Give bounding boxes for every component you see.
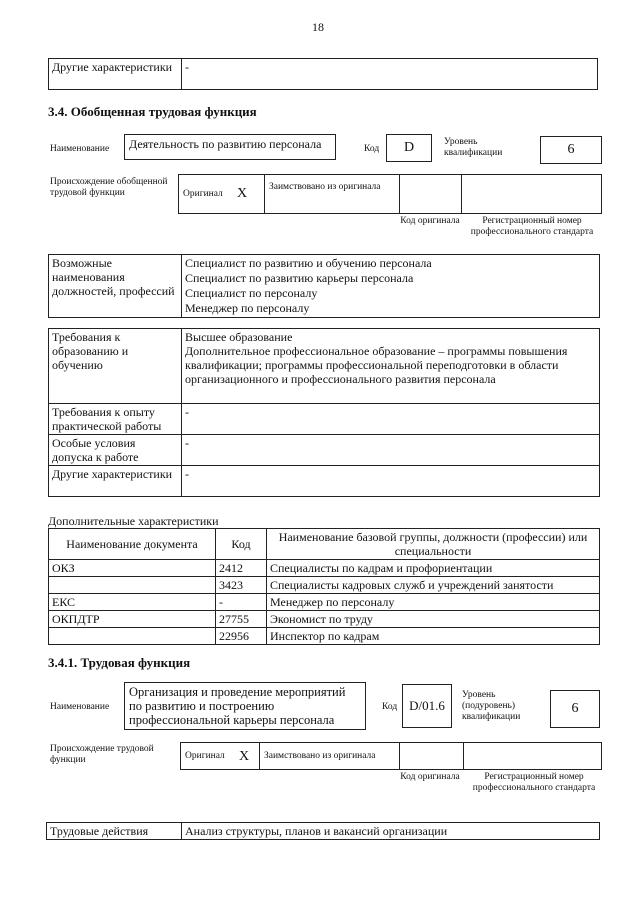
education-label: Требования к образованию и обучению [49, 329, 182, 404]
row-name: Экономист по труду [267, 611, 600, 628]
original-mark: X [239, 749, 250, 764]
section-title: 3.4. Обобщенная трудовая функция [48, 104, 257, 119]
labor-function-code-box: D/01.6 [402, 684, 452, 728]
other-characteristics-label: Другие характеристики [49, 59, 182, 90]
code-label: Код [364, 144, 380, 154]
subsection-title: 3.4.1. Трудовая функция [48, 655, 191, 670]
labor-function-name-box: Организация и проведение мероприятий по развитию и построению профессиональной карьеры персонала [124, 682, 366, 730]
row-document: ОКЗ [49, 560, 216, 577]
reg-number-caption: Регистрационный номер профессионального стандарта [472, 772, 596, 793]
row-code: 27755 [216, 611, 267, 628]
row-document [49, 628, 216, 645]
row-document: ЕКС [49, 594, 216, 611]
divider [259, 742, 260, 770]
table-row [49, 560, 600, 577]
other-characteristics-value: - [182, 466, 600, 497]
labor-actions-label: Трудовые действия [47, 823, 182, 840]
other-characteristics-top-table [48, 58, 598, 90]
row-name: Специалисты кадровых служб и учреждений занятости [267, 577, 600, 594]
table-row [49, 628, 600, 645]
origin-label: Происхождение трудовой функции [50, 744, 154, 765]
divider [399, 742, 400, 770]
row-code: 2412 [216, 560, 267, 577]
original-label: Оригинал [183, 189, 223, 199]
code-original-caption: Код оригинала [400, 772, 460, 782]
special-conditions-value: - [182, 435, 600, 466]
origin-table [178, 174, 602, 214]
divider [463, 742, 464, 770]
position-item: Менеджер по персоналу [185, 301, 310, 315]
labor-actions-table [46, 822, 600, 840]
experience-label: Требования к опыту практической работы [49, 404, 182, 435]
row-name: Менеджер по персоналу [267, 594, 600, 611]
row-document [49, 577, 216, 594]
borrowed-label: Заимствовано из оригинала [269, 182, 381, 192]
level-label: Уровень квалификации [444, 137, 503, 158]
origin-table [180, 742, 602, 770]
level-value-box: 6 [540, 136, 602, 164]
header-code: Код [216, 529, 267, 560]
header-group-name: Наименование базовой группы, должности (профессии) или специальности [267, 529, 600, 560]
other-characteristics-label: Другие характеристики [49, 466, 182, 497]
row-code: 22956 [216, 628, 267, 645]
origin-label: Происхождение обобщенной трудовой функции [50, 177, 168, 198]
borrowed-label: Заимствовано из оригинала [264, 751, 376, 761]
level-label: Уровень (подуровень) квалификации [462, 690, 521, 722]
name-label: Наименование [50, 144, 110, 154]
additional-table [48, 528, 600, 645]
requirements-table [48, 328, 600, 497]
positions-table [48, 254, 600, 318]
experience-value: - [182, 404, 600, 435]
original-label: Оригинал [185, 751, 225, 761]
additional-title: Дополнительные характеристики [48, 514, 219, 528]
other-characteristics-value: - [182, 59, 598, 90]
function-name-box: Деятельность по развитию персонала [124, 134, 336, 160]
position-item: Специалист по развитию карьеры персонала [185, 271, 414, 285]
table-row [49, 594, 600, 611]
reg-number-caption: Регистрационный номер профессионального стандарта [470, 216, 594, 237]
divider [461, 174, 462, 214]
position-item: Специалист по развитию и обучению персонала [185, 256, 432, 270]
row-name: Инспектор по кадрам [267, 628, 600, 645]
special-conditions-label: Особые условия допуска к работе [49, 435, 182, 466]
education-value: Высшее образование Дополнительное профессиональное образование – программы повышения квалификации; программы профессиональной переподготовки в области организационного и профессионального развития персонала [182, 329, 600, 404]
name-label: Наименование [50, 702, 110, 712]
row-document: ОКПДТР [49, 611, 216, 628]
position-item: Специалист по персоналу [185, 286, 318, 300]
divider [264, 174, 265, 214]
table-row [49, 577, 600, 594]
divider [399, 174, 400, 214]
page-number: 18 [312, 20, 324, 34]
row-code: - [216, 594, 267, 611]
code-original-caption: Код оригинала [400, 216, 460, 226]
labor-actions-value: Анализ структуры, планов и вакансий организации [182, 823, 600, 840]
function-code-box: D [386, 134, 432, 162]
original-mark: X [237, 186, 248, 201]
header-document: Наименование документа [49, 529, 216, 560]
table-row [49, 611, 600, 628]
code-label: Код [382, 702, 398, 712]
row-code: 3423 [216, 577, 267, 594]
positions-label: Возможные наименования должностей, профессий [49, 255, 182, 318]
level-value-box: 6 [550, 690, 600, 728]
row-name: Специалисты по кадрам и профориентации [267, 560, 600, 577]
